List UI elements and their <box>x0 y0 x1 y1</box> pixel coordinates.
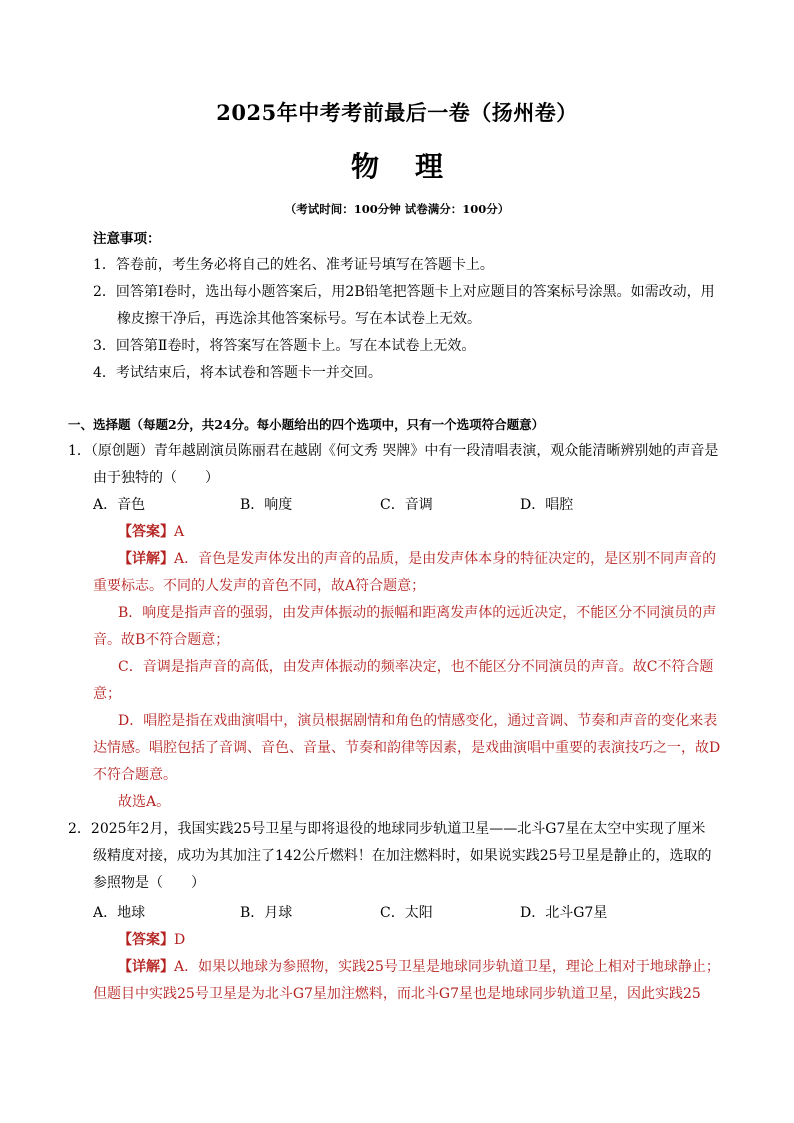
answer-tag: 【答案】 <box>118 524 174 540</box>
note-item: 2．回答第Ⅰ卷时，选出每小题答案后，用2B铅笔把答题卡上对应题目的答案标号涂黑。如需改动，用 <box>93 284 715 300</box>
q1-answer <box>118 523 184 541</box>
question-2-stem: 级精度对接，成功为其加注了142公斤燃料！在加注燃料时，如果说实践25号卫星是静止的，选取的 <box>93 848 712 864</box>
question-1-stem: 由于独特的（ ） <box>93 470 219 486</box>
q1-option-a: A．音色 <box>93 497 146 513</box>
answer-value: A <box>174 524 185 540</box>
detail-tag: 【详解】 <box>118 959 174 975</box>
q1-detail-line: D．唱腔是指在戏曲演唱中，演员根据剧情和角色的情感变化，通过音调、节奏和声音的变化来表 <box>118 713 718 729</box>
q1-detail-line: 达情感。唱腔包括了音调、音色、音量、节奏和韵律等因素，是戏曲演唱中重要的表演技巧之一，故D <box>93 740 721 756</box>
q1-detail-line: 重要标志。不同的人发声的音色不同，故A符合题意； <box>93 578 426 594</box>
q1-option-d: D．唱腔 <box>520 497 574 513</box>
note-item: 3．回答第Ⅱ卷时，将答案写在答题卡上。写在本试卷上无效。 <box>93 338 476 354</box>
exam-title: 2025年中考考前最后一卷（扬州卷） <box>216 100 578 125</box>
q1-detail-line: 音。故B不符合题意； <box>93 632 230 648</box>
q1-detail-line: B．响度是指声音的强弱，由发声体振动的振幅和距离发声体的远近决定，不能区分不同演员的声 <box>118 605 717 621</box>
q2-detail-line: 但题目中实践25号卫星是为北斗G7星加注燃料，而北斗G7星也是地球同步轨道卫星，因此实践25 <box>93 986 701 1002</box>
q1-detail-line: 意； <box>93 686 121 702</box>
q1-detail-line: C．音调是指声音的高低，由发声体振动的频率决定，也不能区分不同演员的声音。故C不符合题 <box>118 659 714 675</box>
q1-detail-line <box>118 550 716 568</box>
q1-option-b: B．响度 <box>240 497 293 513</box>
question-2-stem: 参照物是（ ） <box>93 875 205 891</box>
q1-detail-line: 故选A。 <box>118 794 171 810</box>
q2-detail-line <box>118 958 720 976</box>
q2-option-b: B．月球 <box>240 905 293 921</box>
note-item: 1．答卷前，考生务必将自己的姓名、准考证号填写在答题卡上。 <box>93 257 494 273</box>
q1-option-c: C．音调 <box>380 497 433 513</box>
answer-value: D <box>174 932 186 948</box>
detail-text: A．如果以地球为参照物，实践25号卫星是地球同步轨道卫星，理论上相对于地球静止； <box>174 959 720 975</box>
notes-title: 注意事项： <box>93 231 161 247</box>
q2-option-a: A．地球 <box>93 905 146 921</box>
detail-tag: 【详解】 <box>118 551 174 567</box>
q1-detail-line: 不符合题意。 <box>93 767 177 783</box>
exam-info: （考试时间：100分钟 试卷满分：100分） <box>284 202 510 216</box>
note-item: 4．考试结束后，将本试卷和答题卡一并交回。 <box>93 365 382 381</box>
section-heading: 一、选择题（每题2分，共24分。每小题给出的四个选项中，只有一个选项符合题意） <box>68 417 545 432</box>
subject-title: 物理 <box>350 150 479 183</box>
q2-option-c: C．太阳 <box>380 905 433 921</box>
detail-text: A．音色是发声体发出的声音的品质，是由发声体本身的特征决定的，是区别不同声音的 <box>174 551 717 567</box>
question-1-stem: 1．（原创题）青年越剧演员陈丽君在越剧《何文秀 哭牌》中有一段清唱表演，观众能清晰辨别她的声音是 <box>68 443 719 459</box>
note-item: 橡皮擦干净后，再选涂其他答案标号。写在本试卷上无效。 <box>117 311 481 327</box>
answer-tag: 【答案】 <box>118 932 174 948</box>
q2-option-d: D．北斗G7星 <box>520 905 608 921</box>
question-2-stem: 2．2025年2月，我国实践25号卫星与即将退役的地球同步轨道卫星——北斗G7星在太空中实现了厘米 <box>68 821 706 837</box>
q2-answer <box>118 931 185 949</box>
